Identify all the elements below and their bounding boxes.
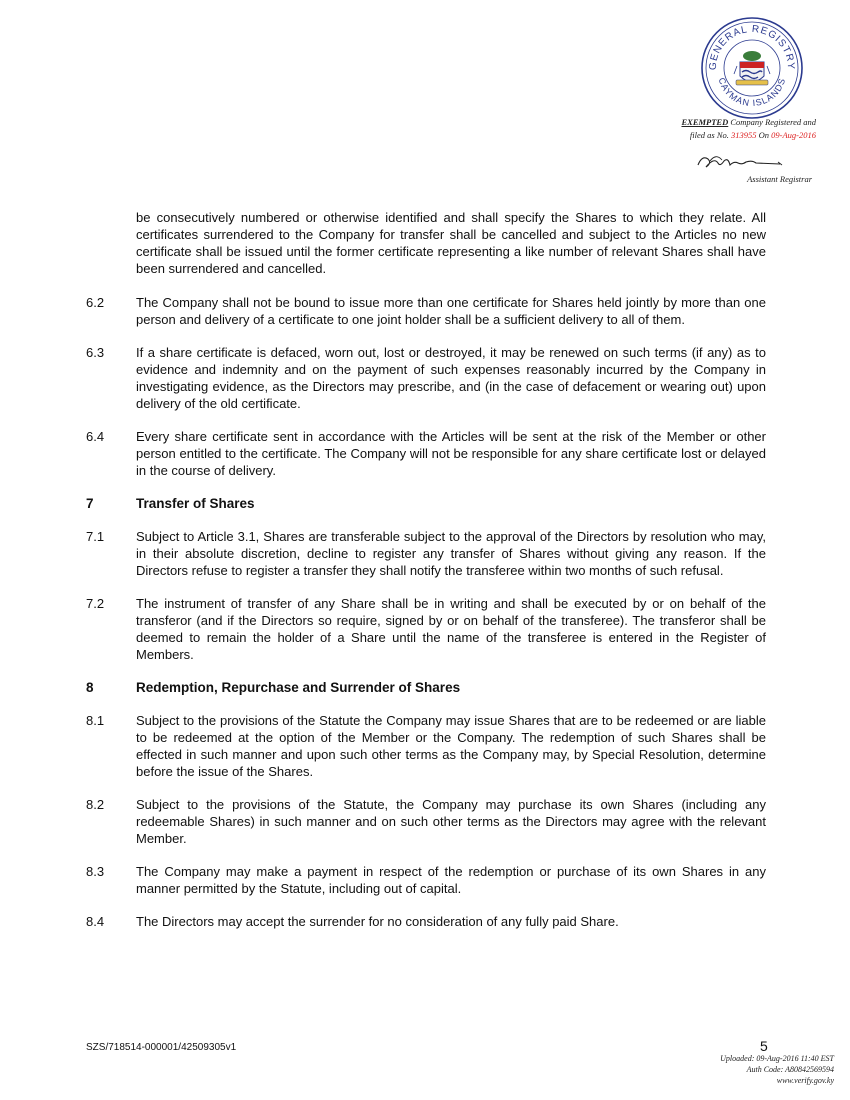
filing-date: 09-Aug-2016 bbox=[771, 130, 816, 140]
clause-text: Subject to the provisions of the Statute the Company may issue Shares that are to be redeemed or are liable to be redeemed at the option of the Member or the Company. The redemption of such Shares shall be effected in such manner and upon such other terms as the Company may, by Special Resolution, determine before the issue of the Shares. bbox=[136, 713, 766, 779]
clause-number: 8.2 bbox=[86, 797, 105, 812]
section-8-heading bbox=[86, 679, 766, 696]
clause-6-4 bbox=[86, 428, 766, 479]
clause-text: Subject to the provisions of the Statute, the Company may purchase its own Shares (including any redeemable Shares) in such manner and on such other terms as the Directors may agree with the relevant Member. bbox=[136, 797, 766, 846]
clause-number: 8.1 bbox=[86, 713, 105, 728]
svg-text:GENERAL REGISTRY: GENERAL REGISTRY bbox=[707, 23, 797, 71]
clause-7-2 bbox=[86, 595, 766, 663]
coat-of-arms-icon bbox=[734, 51, 770, 85]
clause-text: Subject to Article 3.1, Shares are transferable subject to the approval of the Directors by resolution who may, in their absolute discretion, decline to register any transfer of Shares without giving any reason. If the Directors refuse to register a transfer they shall notify the transferee within two months of such refusal. bbox=[136, 529, 766, 578]
upload-verification-info bbox=[640, 1053, 834, 1086]
clause-number: 6.4 bbox=[86, 429, 105, 444]
company-number: 313955 bbox=[731, 130, 757, 140]
section-number: 7 bbox=[86, 496, 94, 511]
clause-6-2 bbox=[86, 294, 766, 328]
filing-stamp-line bbox=[640, 130, 816, 141]
clause-number: 8.3 bbox=[86, 864, 105, 879]
section-number: 8 bbox=[86, 680, 94, 695]
clause-6-3 bbox=[86, 344, 766, 412]
section-title: Transfer of Shares bbox=[136, 496, 255, 511]
clause-7-1 bbox=[86, 528, 766, 579]
clause-text: The Company may make a payment in respect of the redemption or purchase of its own Shares in any manner permitted by the Statute, including out of capital. bbox=[136, 864, 766, 896]
document-reference: SZS/718514-000001/42509305v1 bbox=[86, 1042, 237, 1053]
clause-text: The instrument of transfer of any Share shall be in writing and shall be executed by or on behalf of the transferor (and if the Directors so require, signed by or on behalf of the transferee). The transferor shall be deemed to remain the holder of a Share until the name of the transferee is entered in the Register of Members. bbox=[136, 596, 766, 662]
registered-text: Company Registered and bbox=[730, 117, 816, 127]
section-7-heading bbox=[86, 495, 766, 512]
clause-number: 6.3 bbox=[86, 345, 105, 360]
clause-8-2 bbox=[86, 796, 766, 847]
clause-number: 7.2 bbox=[86, 596, 105, 611]
clause-8-3 bbox=[86, 863, 766, 897]
clause-text: The Directors may accept the surrender for no consideration of any fully paid Share. bbox=[136, 914, 619, 929]
filed-prefix: filed as No. bbox=[689, 130, 729, 140]
document-body bbox=[86, 209, 766, 946]
continued-paragraph: be consecutively numbered or otherwise identified and shall specify the Shares to which they relate. All certificates surrendered to the Company for transfer shall be cancelled and subject to the Articles no new certificate shall be issued until the former certificate representing a like number of relevant Shares shall have been surrendered and cancelled. bbox=[136, 210, 766, 276]
auth-code: Auth Code: A80842569594 bbox=[746, 1065, 834, 1074]
verify-website: www.verify.gov.ky bbox=[776, 1076, 834, 1085]
clause-8-4 bbox=[86, 913, 766, 930]
registration-stamp-line bbox=[640, 117, 816, 128]
upload-timestamp: Uploaded: 09-Aug-2016 11:40 EST bbox=[720, 1054, 834, 1063]
clause-number: 7.1 bbox=[86, 529, 105, 544]
clause-number: 8.4 bbox=[86, 914, 105, 929]
assistant-registrar-caption: Assistant Registrar bbox=[747, 174, 812, 184]
clause-text: If a share certificate is defaced, worn out, lost or destroyed, it may be renewed on such terms (if any) as to evidence and indemnity and on the payment of such expenses reasonably incurred by the Company in investigating evidence, as the Directors may prescribe, and (in the case of defacement or wearing out) upon delivery of the old certificate. bbox=[136, 345, 766, 411]
section-title: Redemption, Repurchase and Surrender of Shares bbox=[136, 680, 461, 695]
registrar-signature bbox=[694, 151, 786, 173]
page-number: 5 bbox=[760, 1038, 768, 1054]
on-text: On bbox=[758, 130, 770, 140]
clause-8-1 bbox=[86, 712, 766, 780]
clause-text: The Company shall not be bound to issue more than one certificate for Shares held jointly by more than one person and delivery of a certificate to one joint holder shall be a sufficient delivery to all of them. bbox=[136, 295, 766, 327]
exempted-label: EXEMPTED bbox=[681, 117, 729, 127]
svg-text:CAYMAN ISLANDS: CAYMAN ISLANDS bbox=[716, 76, 788, 109]
clause-text: Every share certificate sent in accordance with the Articles will be sent at the risk of the Member or other person entitled to the certificate. The Company will not be responsible for any share certificate lost or delayed in the course of delivery. bbox=[136, 429, 766, 478]
clause-number: 6.2 bbox=[86, 295, 105, 310]
general-registry-seal bbox=[700, 16, 804, 120]
